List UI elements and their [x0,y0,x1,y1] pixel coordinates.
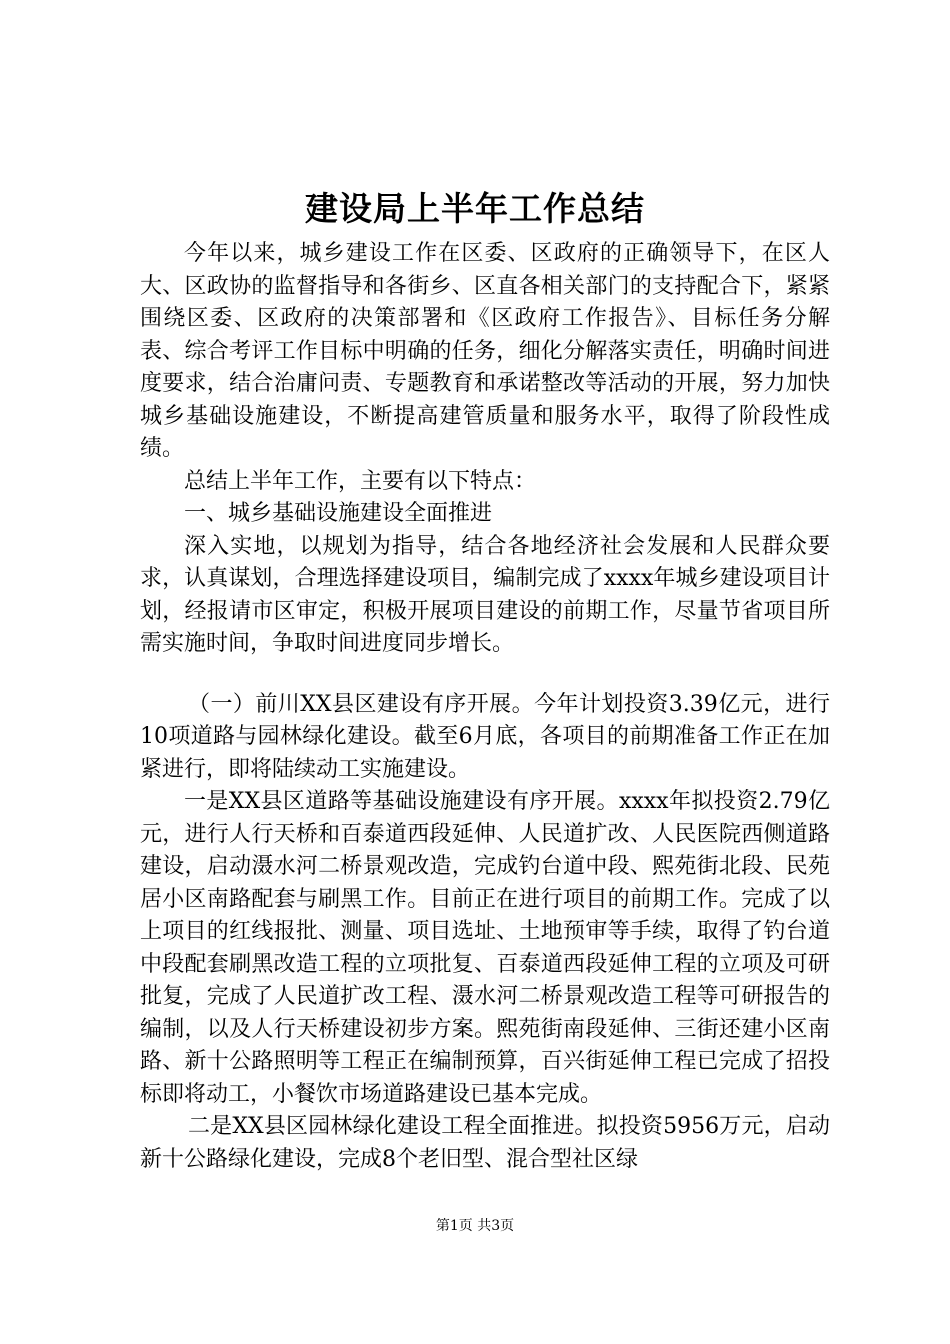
paragraph-item-1: 一是XX县区道路等基础设施建设有序开展。xxxx年拟投资2.79亿元，进行人行天桥和百泰道西段延伸、人民道扩改、人民医院西侧道路建设，启动滠水河二桥景观改造，完成钓台道中段、熙苑街北段、民苑居小区南路配套与刷黑工作。目前正在进行项目的前期工作。完成了以上项目的红线报批、测量、项目选址、土地预审等手续，取得了钓台道中段配套刷黑改造工程的立项批复、百泰道西段延伸工程的立项及可研批复，完成了人民道扩改工程、滠水河二桥景观改造工程等可研报告的编制，以及人行天桥建设初步方案。熙苑街南段延伸、三街还建小区南路、新十公路照明等工程正在编制预算，百兴街延伸工程已完成了招投标即将动工，小餐饮市场道路建设已基本完成。 [140,789,830,1107]
paragraph-subsection-1: （一）前川XX县区建设有序开展。今年计划投资3.39亿元，进行10项道路与园林绿化建设。截至6月底，各项目的前期准备工作正在加紧进行，即将陆续动工实施建设。 [140,691,830,782]
document-body [140,238,830,1176]
paragraph-section-1: 深入实地，以规划为指导，结合各地经济社会发展和人民群众要求，认真谋划，合理选择建设项目，编制完成了xxxx年城乡建设项目计划，经报请市区审定，积极开展项目建设的前期工作，尽量节省项目所需实施时间，争取时间进度同步增长。 [140,533,830,656]
section-heading-1: 一、城乡基础设施建设全面推进 [184,501,493,526]
paragraph-intro: 今年以来，城乡建设工作在区委、区政府的正确领导下，在区人大、区政协的监督指导和各街乡、区直各相关部门的支持配合下，紧紧围绕区委、区政府的决策部署和《区政府工作报告》、目标任务分解表、综合考评工作目标中明确的任务，细化分解落实责任，明确时间进度要求，结合治庸问责、专题教育和承诺整改等活动的开展，努力加快城乡基础设施建设，不断提高建管质量和服务水平，取得了阶段性成绩。 [140,241,830,461]
paragraph-summary-lead: 总结上半年工作，主要有以下特点： [184,468,537,494]
paragraph-item-2: 二是XX县区园林绿化建设工程全面推进。拟投资5956万元，启动新十公路绿化建设，完成8个老旧型、混合型社区绿 [140,1114,830,1172]
page-number-footer: 第1页 共3页 [435,1218,515,1234]
document-title: 建设局上半年工作总结 [305,189,645,228]
